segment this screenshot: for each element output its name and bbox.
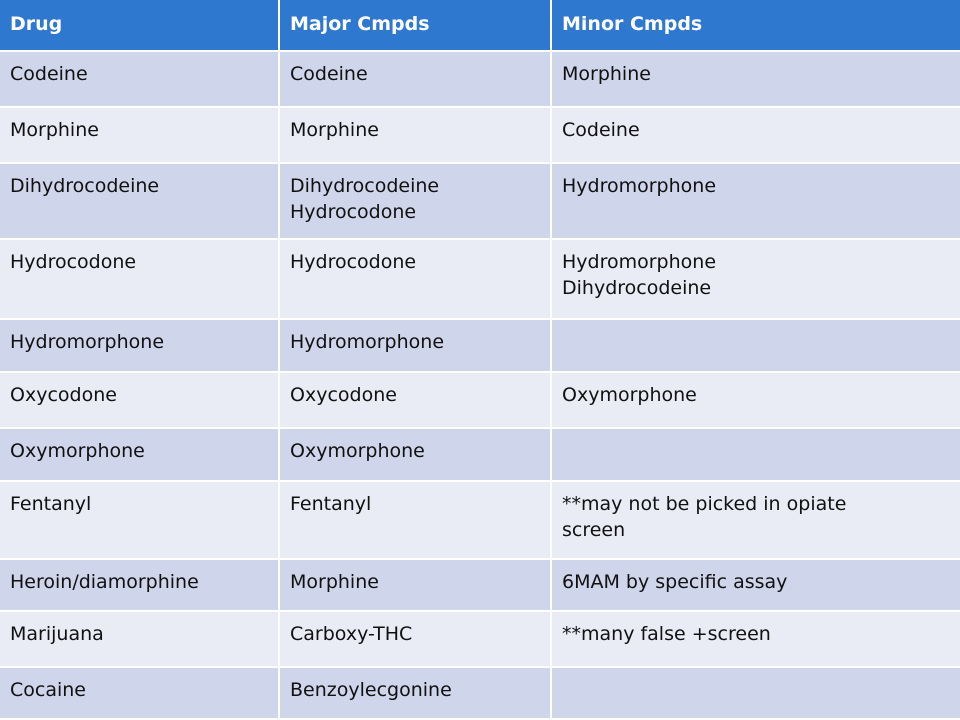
cell-text: Oxycodone	[10, 384, 117, 406]
cell-text: Codeine	[290, 63, 368, 85]
table-cell	[280, 320, 552, 373]
cell-text: Codeine	[562, 119, 640, 141]
cell-text: Oxymorphone	[290, 440, 425, 462]
table-cell	[0, 429, 280, 482]
cell-text: Hydrocodone	[10, 251, 137, 273]
cell-text: Dihydrocodeine	[290, 175, 440, 197]
cell-text: Codeine	[10, 63, 88, 85]
table-cell	[552, 108, 960, 164]
cell-text: Cocaine	[10, 679, 86, 701]
table-cell	[280, 108, 552, 164]
table-cell	[280, 373, 552, 429]
table-cell	[0, 320, 280, 373]
table-cell	[280, 482, 552, 560]
table-cell	[0, 612, 280, 668]
table-cell	[280, 560, 552, 612]
header-minor-cmpds: Minor Cmpds	[552, 0, 960, 52]
cell-text: Marijuana	[10, 623, 104, 645]
table-cell	[280, 429, 552, 482]
table-cell	[0, 373, 280, 429]
table-cell	[552, 429, 960, 482]
cell-text: Hydromorphone	[290, 331, 445, 353]
table-cell	[552, 482, 960, 560]
cell-text: Morphine	[290, 571, 379, 593]
table-cell	[0, 668, 280, 720]
cell-text: Fentanyl	[290, 493, 372, 515]
cell-text: Hydrocodone	[290, 201, 417, 223]
cell-text: Hydromorphone	[562, 175, 717, 197]
cell-text: **may not be picked in opiate	[562, 493, 847, 515]
table-cell	[0, 108, 280, 164]
cell-text: Morphine	[562, 63, 651, 85]
cell-text: Dihydrocodeine	[562, 277, 712, 299]
cell-text: Dihydrocodeine	[10, 175, 160, 197]
cell-text: Heroin/diamorphine	[10, 571, 199, 593]
cell-text: Benzoylecgonine	[290, 679, 452, 701]
table-cell	[280, 164, 552, 240]
table-cell	[552, 560, 960, 612]
table-cell	[280, 668, 552, 720]
cell-text: **many false +screen	[562, 623, 771, 645]
table-cell	[0, 240, 280, 320]
cell-text: Morphine	[10, 119, 99, 141]
table-cell	[0, 482, 280, 560]
table-cell	[0, 164, 280, 240]
table-cell	[552, 164, 960, 240]
table-cell	[280, 52, 552, 108]
table-cell	[552, 668, 960, 720]
cell-text: Carboxy-THC	[290, 623, 413, 645]
cell-text: screen	[562, 519, 626, 541]
cell-text: Oxymorphone	[562, 384, 697, 406]
cell-text: 6MAM by specific assay	[562, 571, 788, 593]
cell-text: Fentanyl	[10, 493, 92, 515]
table-cell	[0, 560, 280, 612]
table-cell	[0, 52, 280, 108]
table-cell	[552, 612, 960, 668]
table-cell	[280, 612, 552, 668]
table-cell	[552, 373, 960, 429]
cell-text: Morphine	[290, 119, 379, 141]
table-cell	[552, 52, 960, 108]
cell-text: Hydromorphone	[10, 331, 165, 353]
table-cell	[552, 240, 960, 320]
header-drug: Drug	[0, 0, 280, 52]
cell-text: Hydrocodone	[290, 251, 417, 273]
table-cell	[280, 240, 552, 320]
header-major-cmpds: Major Cmpds	[280, 0, 552, 52]
cell-text: Oxymorphone	[10, 440, 145, 462]
cell-text: Hydromorphone	[562, 251, 717, 273]
cell-text: Oxycodone	[290, 384, 397, 406]
table-cell	[552, 320, 960, 373]
